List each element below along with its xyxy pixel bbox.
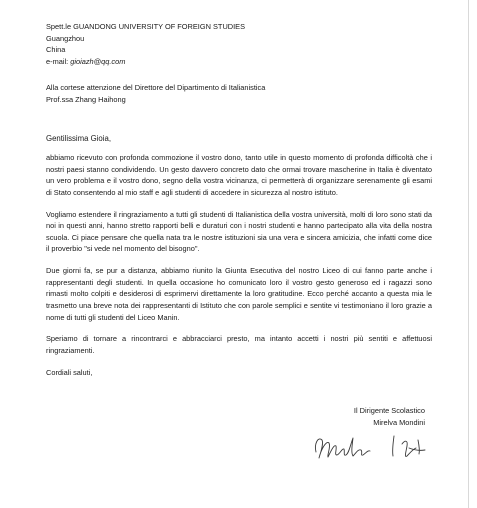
handwritten-signature [306,426,436,468]
recipient-address [46,21,426,67]
closing-salutation: Cordiali saluti, [46,367,93,377]
letter-body [46,152,432,388]
recipient-name: Spett.le GUANDONG UNIVERSITY OF FOREIGN STUDIES [46,22,246,31]
paragraph-1: abbiamo ricevuto con profonda commozione il vostro dono, tanto utile in questo momento di profonda difficoltà che i nostri paesi stanno condividendo. Un gesto davvero concreto dato che ormai trovare mascherine in Italia è diventato un vero problema e il vostro dono, segno della vostra vicinanza, ci permetterà di organizzare serenamente gli esami di Stato consentendo al mio staff e agli studenti di accedere in sicurezza al nostro istituto. [46,153,432,197]
signature-drawing [306,426,436,468]
recipient-country: China [46,45,66,55]
attention-block [46,82,426,105]
recipient-email [46,56,426,68]
attention-line-1: Alla cortese attenzione del Direttore del Dipartimento di Italianistica [46,83,266,92]
greeting: Gentilissima Gioia, [46,134,111,143]
paragraph-3: Due giorni fa, se pur a distanza, abbiamo riunito la Giunta Esecutiva del nostro Liceo di cui fanno parte anche i rappresentanti degli studenti. In quella occasione ho comunicato loro il vostro gesto generoso ed i ragazzi sono rimasti molto colpiti e desiderosi di esprimervi direttamente la loro gratitudine. Ecco perché accanto a questa mia le trasmetto una breve nota dei rappresentanti di Istituto che con parole semplici e sentite vi testimoniano il loro grazie a nome di tutti gli studenti del Liceo Manin. [46,266,432,322]
signoff-block [354,405,425,428]
signer-name: Mirelva Mondini [373,417,425,427]
email-label: e-mail: [46,56,71,66]
attention-line-2: Prof.ssa Zhang Haihong [46,94,126,104]
paragraph-4: Speriamo di tornare a rincontrarci e abbracciarci presto, ma intanto accetti i nostri più sentiti e affettuosi ringraziamenti. [46,334,432,355]
email-value: gioiazh@qq.com [70,56,126,66]
paragraph-2: Vogliamo estendere il ringraziamento a tutti gli studenti di Italianistica della vostra università, molti di loro sono stati da noi in questi anni, hanno stretto rapporti belli e duraturi con i nostri studenti e hanno partecipato alla vita della nostra scuola. Ci piace pensare che quella nata tra le nostre istituzioni sia una vera e sincera amicizia, che infatti come dice il proverbio "si vede nel momento del bisogno". [46,209,432,254]
recipient-city: Guangzhou [46,33,85,43]
signer-role: Il Dirigente Scolastico [353,406,425,415]
